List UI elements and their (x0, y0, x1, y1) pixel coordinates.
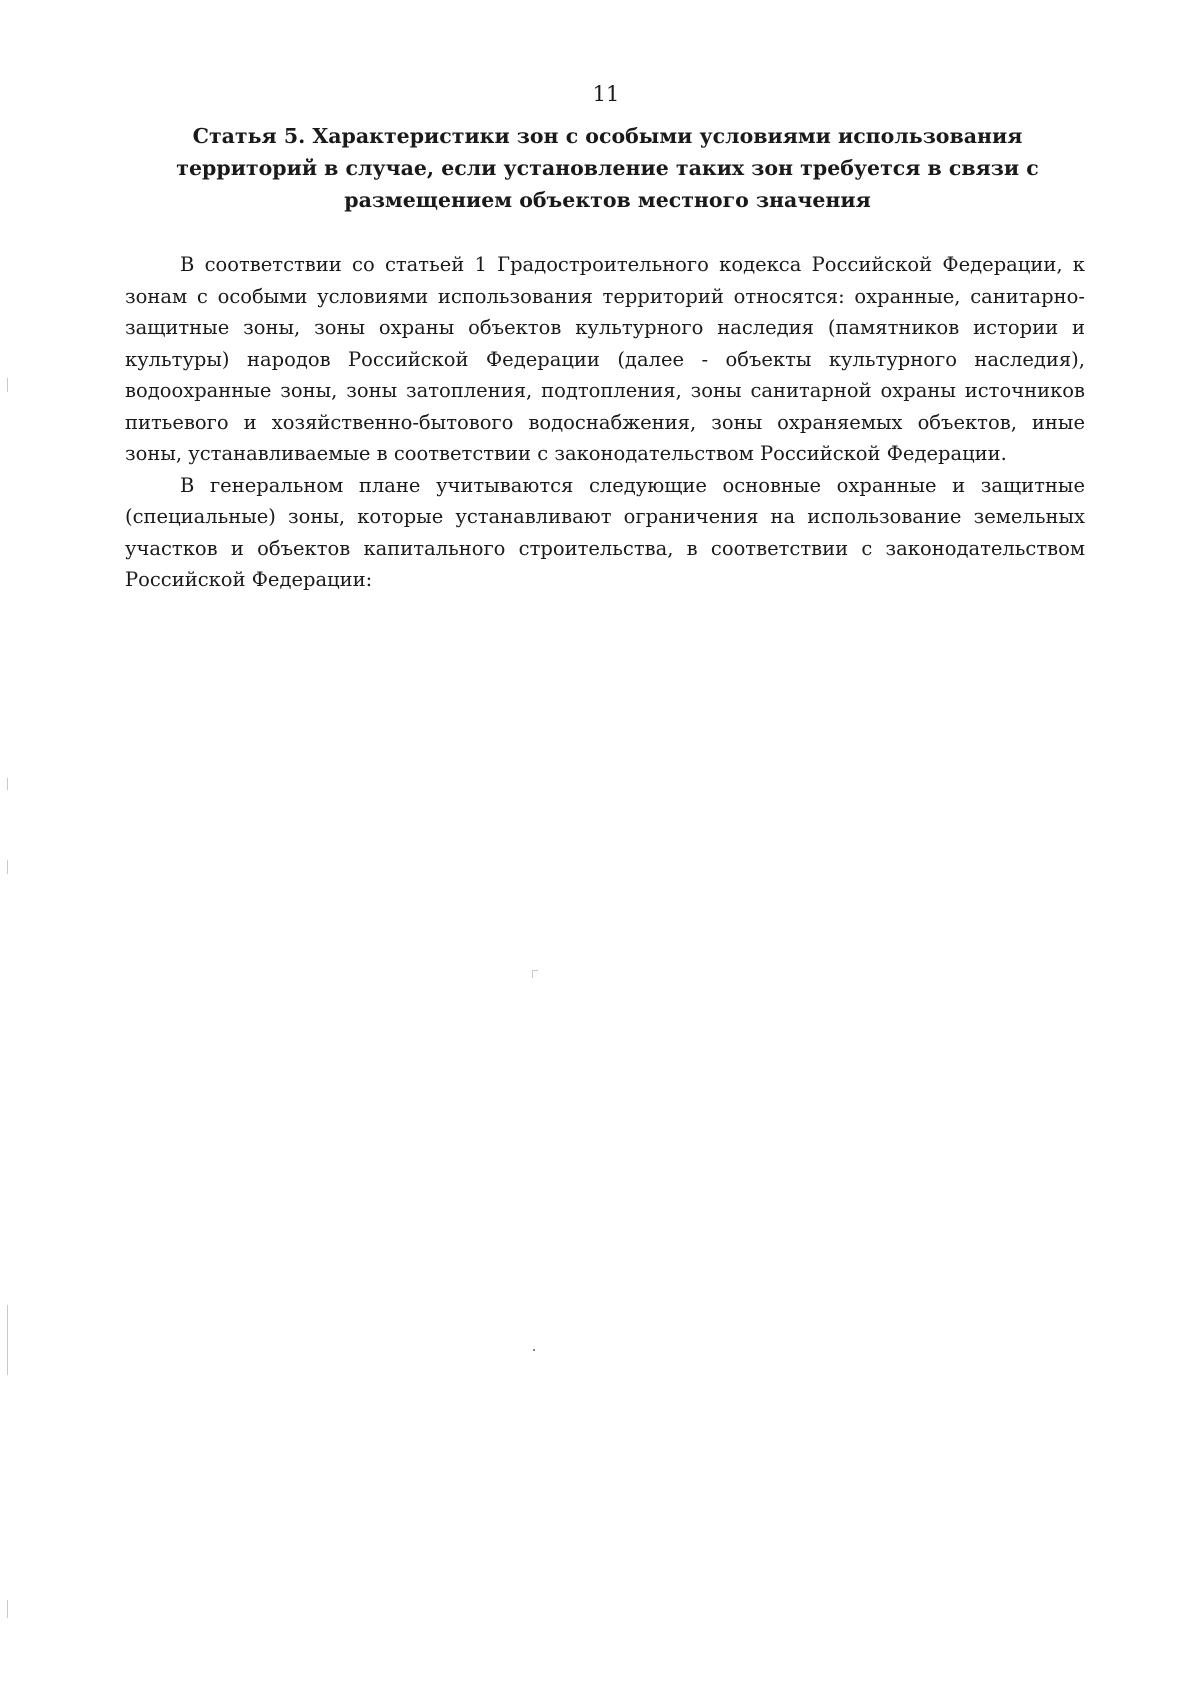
scan-artifact (533, 1349, 535, 1351)
paragraph-zones-definition: В соответствии со статьей 1 Градостроительного кодекса Российской Федерации, к зонам с особыми условиями использования территорий относятся: охранные, санитарно-защитные зоны, зоны охраны объектов культурного наследия (памятников истории и культуры) народов Российской Федерации (далее - объекты культурного наследия), водоохранные зоны, зоны затопления, подтопления, зоны санитарной охраны источников питьевого и хозяйственно-бытового водоснабжения, зоны охраняемых объектов, иные зоны, устанавливаемые в соответствии с законодательством Российской Федерации. (125, 253, 1085, 465)
scan-artifact (7, 378, 8, 392)
scan-artifact (7, 1600, 8, 1618)
scan-artifact (7, 1305, 8, 1375)
scan-artifact (7, 860, 8, 874)
paragraph-general-plan-zones: В генеральном плане учитываются следующие основные охранные и защитные (специальные) зоны, которые устанавливают ограничения на использование земельных участков и объектов капитального строительства, в соответствии с законодательством Российской Федерации: (125, 473, 1085, 591)
page-number: 11 (592, 82, 620, 106)
article-body (125, 249, 1085, 596)
article-title: Статья 5. Характеристики зон с особыми условиями использования территорий в случае, если установление таких зон требуется в связи с размещением объектов местного значения (176, 124, 1039, 212)
scan-artifact (7, 778, 8, 790)
scan-artifact (532, 970, 533, 978)
